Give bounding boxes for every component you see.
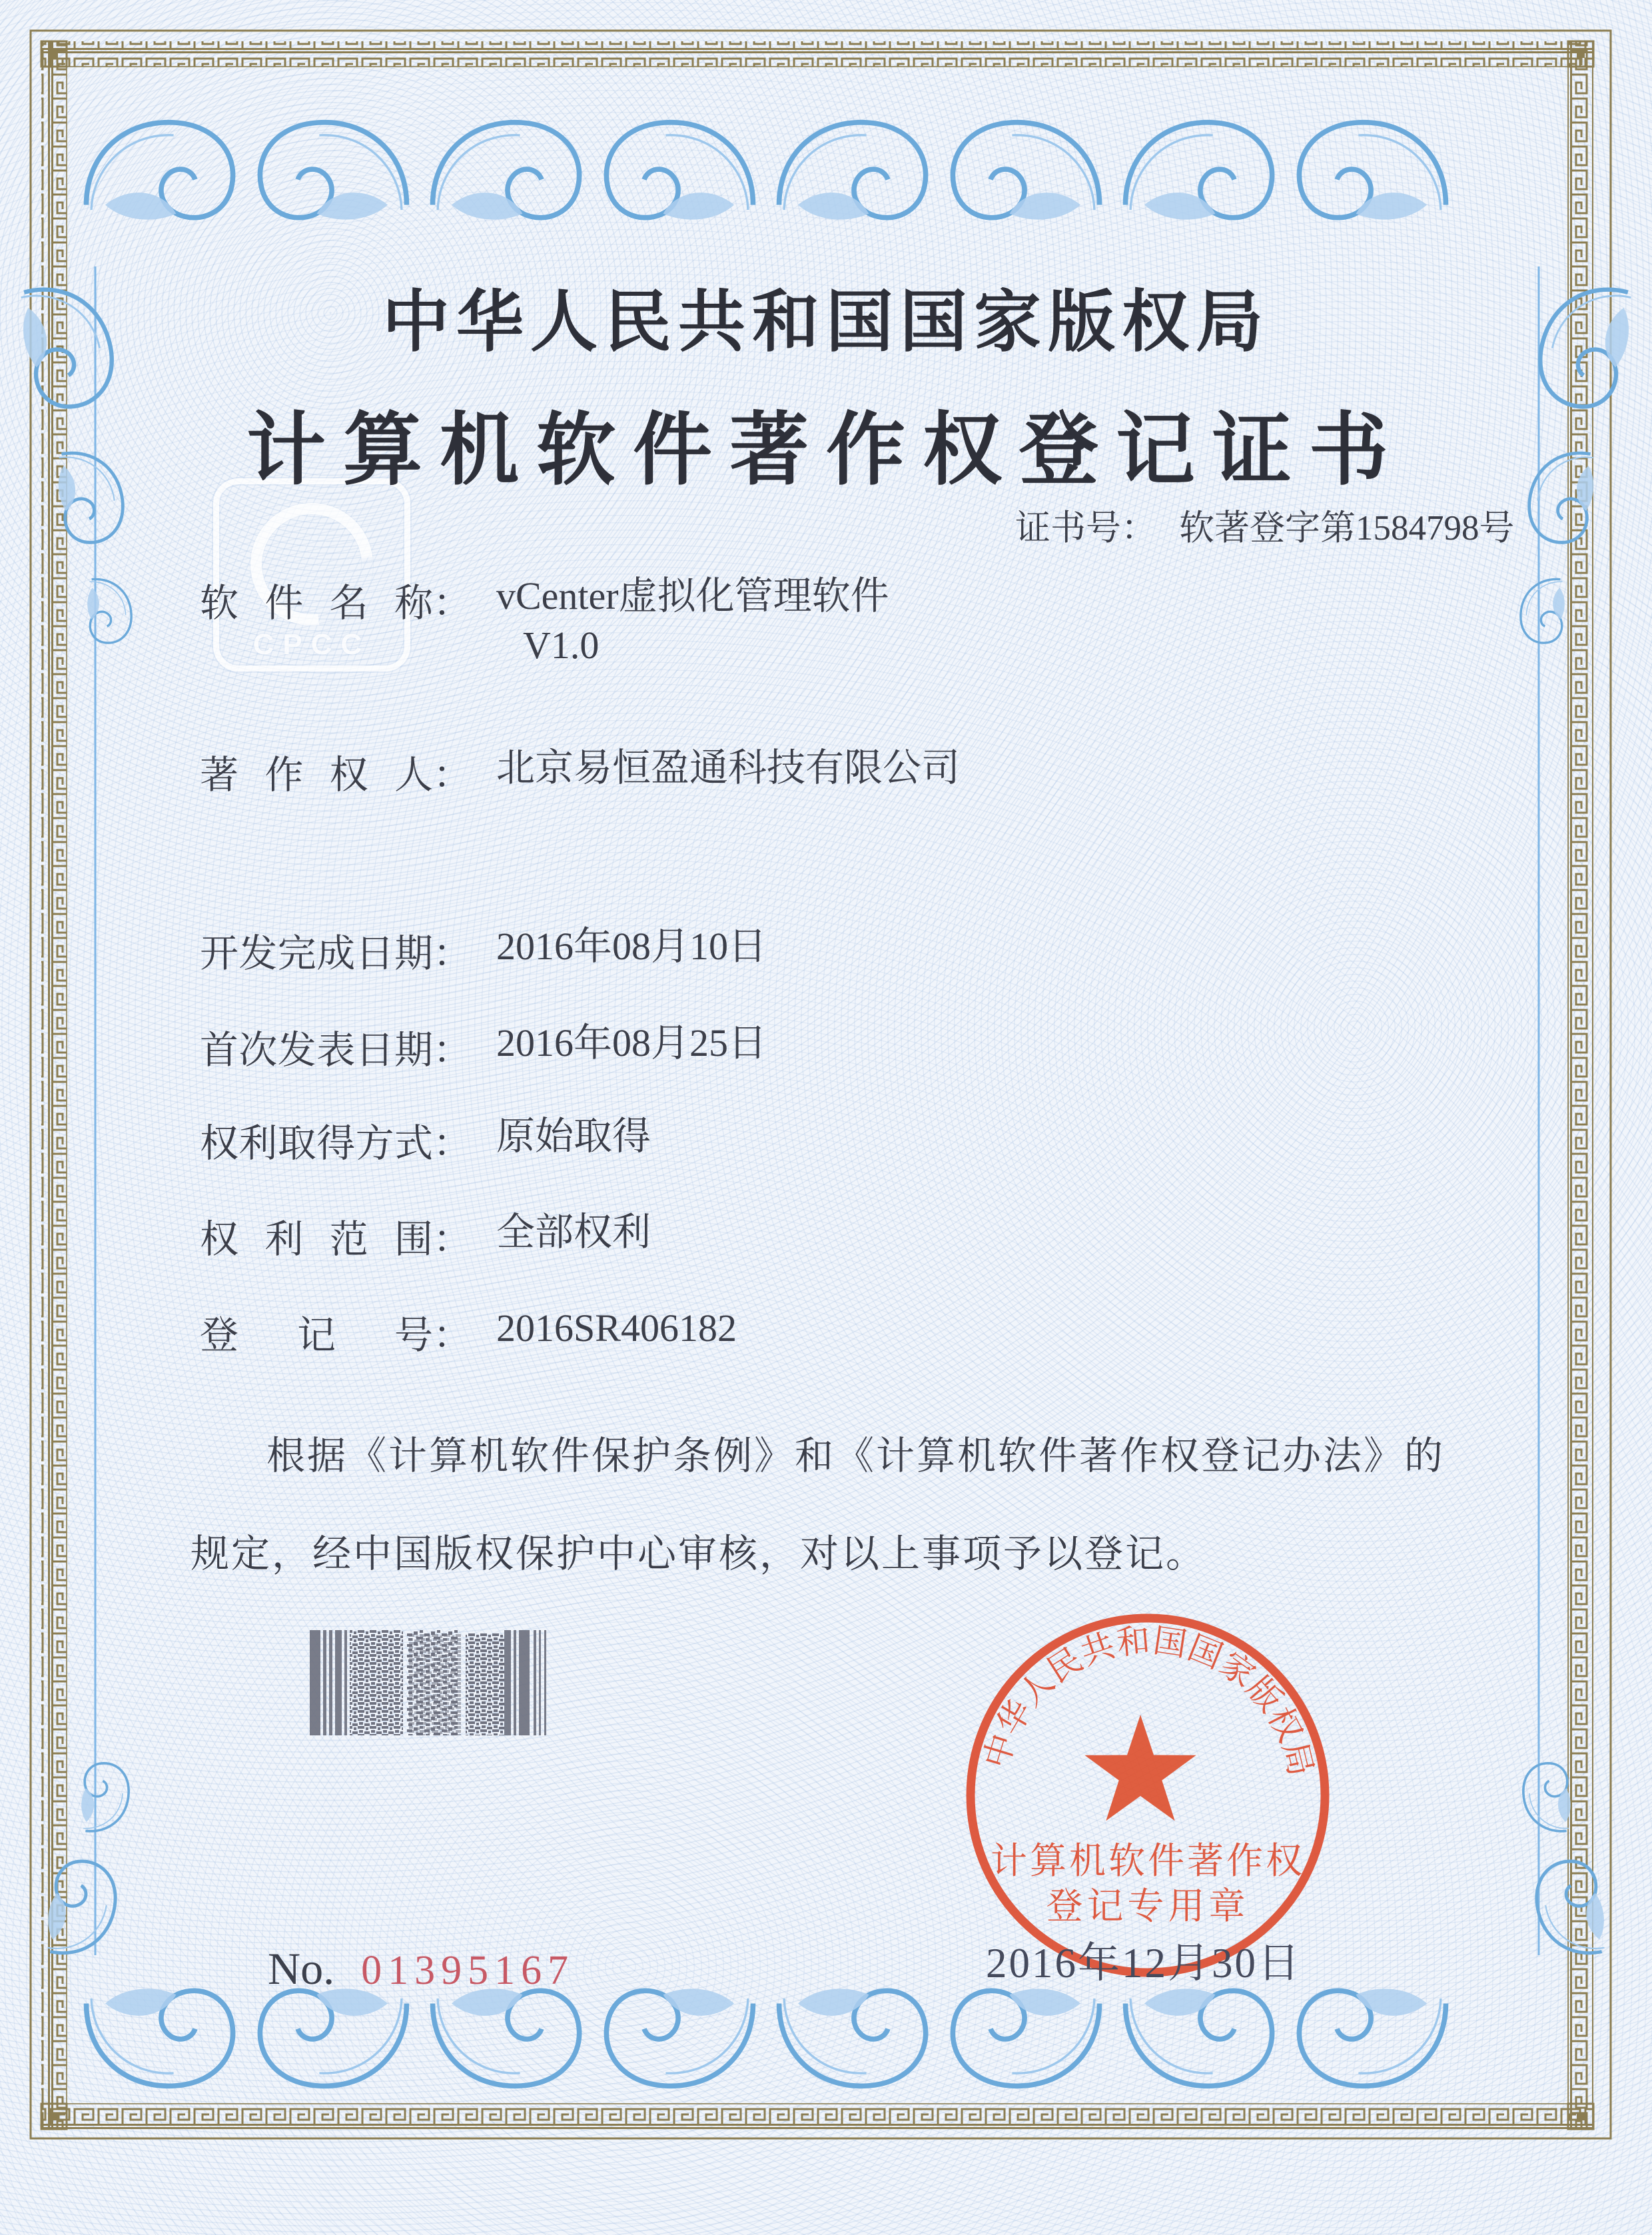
dev-complete-date-colon: ： xyxy=(433,932,472,975)
certificate-title: 计算机软件著作权登记证书 xyxy=(246,406,1406,494)
software-version: V1.0 xyxy=(523,624,600,667)
registration-number-label: 登记号 xyxy=(200,1314,433,1357)
registration-number-colon: ： xyxy=(433,1314,472,1357)
rights-acquisition-colon: ： xyxy=(433,1122,472,1165)
registration-number-value: 2016SR406182 xyxy=(496,1306,737,1350)
seal-text-line1: 计算机软件著作权 xyxy=(990,1841,1306,1881)
software-name-value-line1: vCenter虚拟化管理软件 xyxy=(496,574,889,618)
copyright-owner-value: 北京易恒盈通科技有限公司 xyxy=(496,746,961,789)
dev-complete-date-value: 2016年08月10日 xyxy=(496,925,767,968)
serial-number-line xyxy=(268,1943,574,1995)
certificate-number-value: 软著登字第1584798号 xyxy=(1179,509,1515,548)
dev-complete-date-label: 开发完成日期 xyxy=(200,932,433,975)
first-publish-date-colon: ： xyxy=(433,1029,472,1072)
copyright-owner-colon: ： xyxy=(433,753,472,797)
registration-statement-line1: 根据《计算机软件保护条例》和《计算机软件著作权登记办法》的 xyxy=(266,1434,1446,1478)
seal-star-icon xyxy=(1084,1715,1196,1821)
first-publish-date-value: 2016年08月25日 xyxy=(496,1021,767,1065)
seal-date: 2016年12月30日 xyxy=(986,1940,1302,1987)
serial-number: 01395167 xyxy=(361,1948,575,1993)
rights-acquisition-label: 权利取得方式 xyxy=(200,1122,433,1165)
rights-acquisition-value: 原始取得 xyxy=(496,1115,651,1158)
serial-prefix: No. xyxy=(268,1943,335,1994)
seal-ring-text: 中华人民共和国国家版权局 xyxy=(977,1621,1320,1781)
copyright-owner-label: 著作权人 xyxy=(200,753,433,797)
issuer-title: 中华人民共和国国家版权局 xyxy=(382,285,1270,360)
rights-scope-label: 权利范围 xyxy=(200,1218,433,1261)
software-name-label: 软件名称 xyxy=(200,582,433,625)
registration-statement-line2: 规定，经中国版权保护中心审核，对以上事项予以登记。 xyxy=(191,1532,1207,1575)
software-name-colon: ： xyxy=(433,582,472,625)
rights-scope-colon: ： xyxy=(433,1218,472,1261)
first-publish-date-label: 首次发表日期 xyxy=(200,1029,433,1072)
seal-text-line2: 登记专用章 xyxy=(1046,1886,1250,1927)
certificate-number-label: 证书号： xyxy=(1015,509,1156,548)
cpcc-watermark-text: CPCC xyxy=(252,628,371,661)
rights-scope-value: 全部权利 xyxy=(496,1210,651,1254)
seal-graphic xyxy=(971,1618,1325,1973)
